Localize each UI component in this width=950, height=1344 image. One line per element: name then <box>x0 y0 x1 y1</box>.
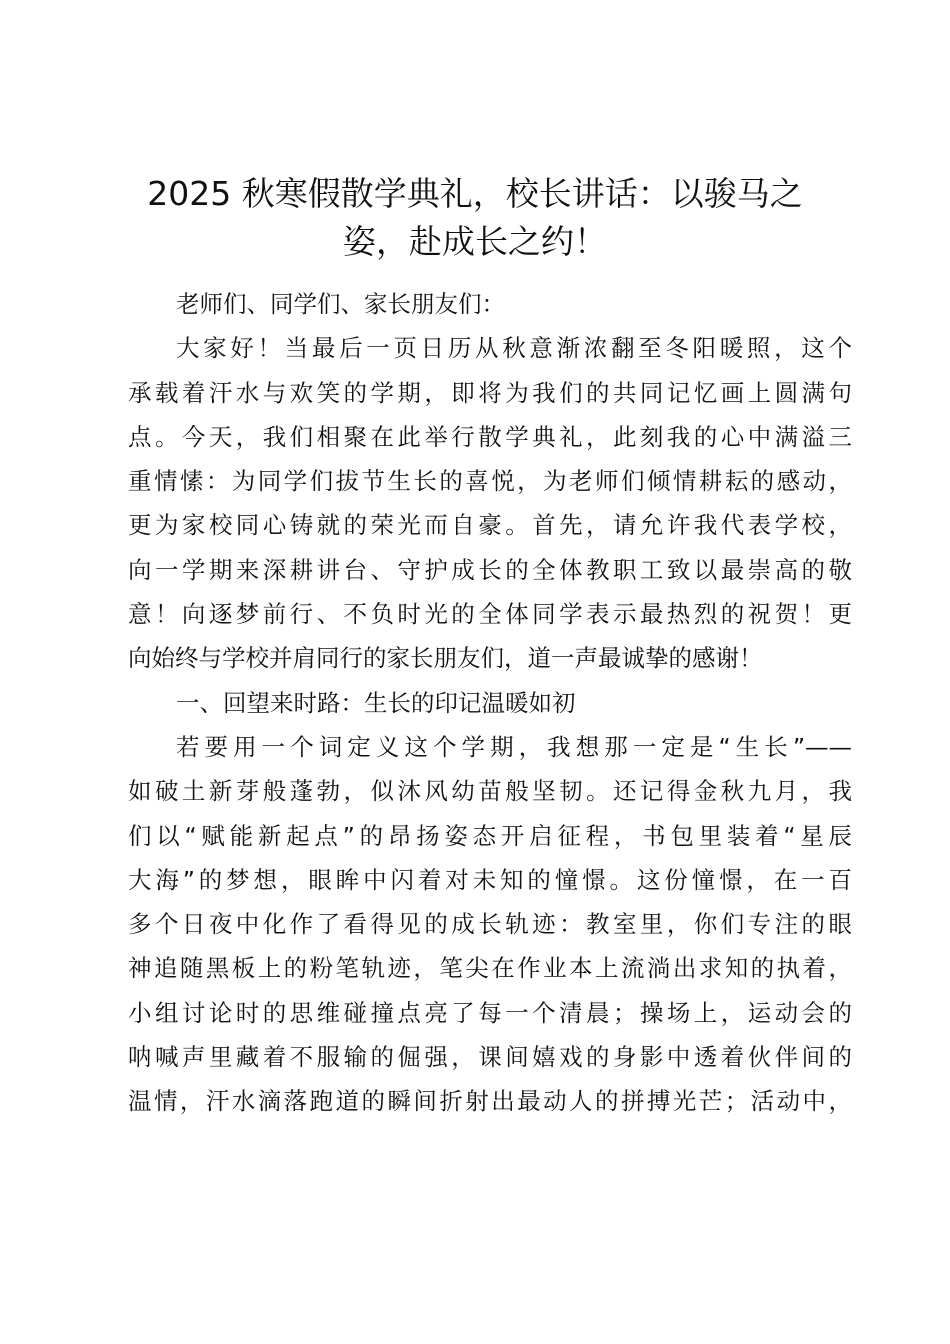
text-line: 向始终与学校并肩同行的家长朋友们，道一声最诚挚的感谢！ <box>128 644 763 673</box>
text-line: 呐喊声里藏着不服输的倔强，课间嬉戏的身影中透着伙伴间的 <box>128 1043 852 1072</box>
text-line: 大海”的梦想，眼眸中闪着对未知的憧憬。这份憧憬，在一百 <box>128 865 852 894</box>
text-line: 重情愫：为同学们拔节生长的喜悦，为老师们倾情耕耘的感动， <box>128 467 852 496</box>
text-line: 多个日夜中化作了看得见的成长轨迹：教室里，你们专注的眼 <box>128 910 852 939</box>
text-line: 承载着汗水与欢笑的学期，即将为我们的共同记忆画上圆满句 <box>128 378 852 407</box>
text-line: 大家好！当最后一页日历从秋意渐浓翻至冬阳暖照，这个 <box>176 334 852 363</box>
salutation: 老师们、同学们、家长朋友们： <box>176 290 505 318</box>
title-line-1: 2025 秋寒假散学典礼，校长讲话：以骏马之 <box>147 174 803 213</box>
document-body <box>128 282 852 1124</box>
text-line: 如破土新芽般蓬勃，似沐风幼苗般坚韧。还记得金秋九月，我 <box>128 777 852 806</box>
text-line: 意！向逐梦前行、不负时光的全体同学表示最热烈的祝贺！更 <box>128 600 852 629</box>
title-line-2: 姿，赴成长之约！ <box>343 222 607 261</box>
text-line: 点。今天，我们相聚在此举行散学典礼，此刻我的心中满溢三 <box>128 422 852 451</box>
text-line: 若要用一个词定义这个学期，我想那一定是“生长”—— <box>176 732 852 761</box>
text-line: 温情，汗水滴落跑道的瞬间折射出最动人的拼搏光芒；活动中， <box>128 1087 852 1116</box>
text-line: 更为家校同心铸就的荣光而自豪。首先，请允许我代表学校， <box>128 511 852 540</box>
section-heading: 一、回望来时路：生长的印记温暖如初 <box>176 688 576 717</box>
text-line: 向一学期来深耕讲台、守护成长的全体教职工致以最崇高的敬 <box>128 555 852 584</box>
text-line: 神追随黑板上的粉笔轨迹，笔尖在作业本上流淌出求知的执着， <box>128 954 852 983</box>
document-title <box>110 170 840 266</box>
text-line: 们以“赋能新起点”的昂扬姿态开启征程，书包里装着“星辰 <box>128 821 852 850</box>
text-line: 小组讨论时的思维碰撞点亮了每一个清晨；操场上，运动会的 <box>128 998 852 1027</box>
